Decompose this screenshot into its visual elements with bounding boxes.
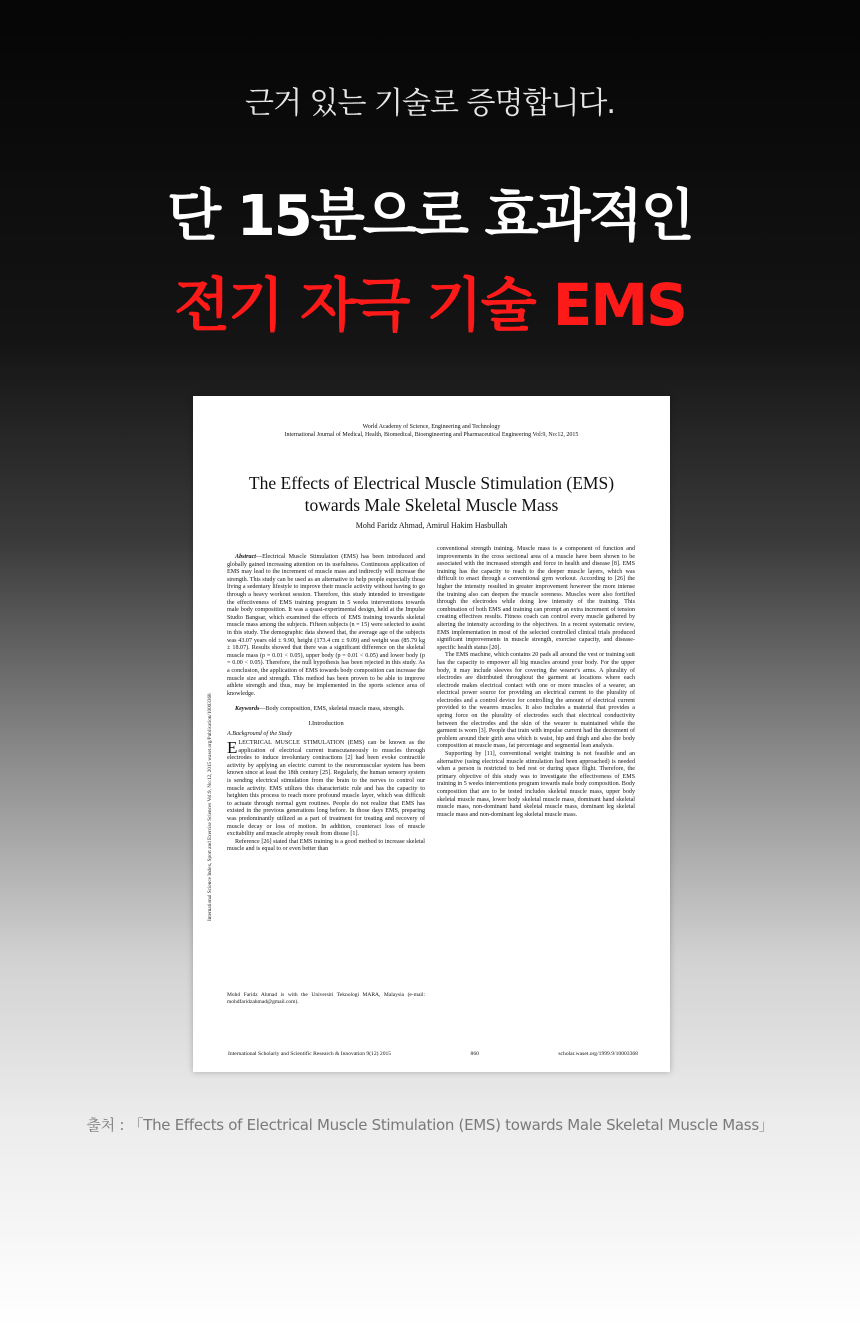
paper-footnote: Mohd Faridz Ahmad is with the Universiti Teknologi MARA, Malaysia (e-mail: mohdfaridzahmad@gmail.com).: [227, 992, 425, 1005]
source-caption: 출처 : 「The Effects of Electrical Muscle Stimulation (EMS) towards Male Skeletal Muscle Mass」: [86, 1116, 774, 1134]
right-paragraph-3: Supporting by [11], conventional weight training is not feasible and an alternative (using electrical muscle stimulation had been approached) is needed when a person is restricted to bed rest or during space flight. Therefore, the primary objective of this study was to investigate the effectiveness of EMS training in 5 weeks interventions program towards male body composition. Body composition that are to be tested includes skeletal muscle mass, upper body skeletal muscle mass, lower body skeletal muscle mass, dominant hand skeletal muscle mass, non-dominant hand skeletal muscle mass, dominant leg skeletal muscle mass and non-dominant leg skeletal muscle mass.: [437, 751, 635, 818]
keywords-paragraph: [227, 706, 425, 714]
intro-paragraph-2: Reference [26] stated that EMS training is a good method to increase skeletal muscle and is equal to or even better than: [227, 838, 425, 853]
abstract-text: —Electrical Muscle Stimulation (EMS) has been introduced and globally gained increasing attention on its usefulness. Continuous application of EMS may lead to the increment of muscle mass and indirectly will increase the strength. This study can be used as an alternative to help people especially those living a sedentary lifestyle to improve their muscle activity without having to go through a heavy workout session. Therefore, this study intended to investigate the effectiveness of EMS training program in 5 weeks interventions towards male body composition. It was a quasi-experimental design, held at the Impulse Studio Bangsar, which examined the effects of EMS training towards skeletal muscle mass among the subjects. Fifteen subjects (n = 15) were selected to assist in this study. The demographic data showed that, the average age of the subjects was 43.07 years old ± 9.90, height (173.4 cm ± 9.09) and weight was (85.79 kg ± 18.07). Results showed that there was a significant difference on the skeletal muscle mass (p = 0.01 < 0.05), upper body (p = 0.01 < 0.05) and lower body (p = 0.00 < 0.05). Therefore, the null hypothesis has been rejected in this study. As a conclusion, the application of EMS towards body composition can increase the muscle size and strength. This method has been proven to be able to improve athlete strength and thus, may be implemented in the sports science area of knowledge.: [227, 554, 425, 697]
kicker-text: 근거 있는 기술로 증명합니다.: [245, 86, 615, 121]
journal-header: [193, 423, 670, 439]
paper-title: [213, 472, 650, 516]
dropcap-letter: E: [227, 738, 238, 758]
paper-right-column: [437, 546, 635, 819]
paper-authors: Mohd Faridz Ahmad, Amirul Hakim Hasbullah: [355, 521, 508, 530]
keywords-text: —Body composition, EMS, skeletal muscle mass, strength.: [259, 706, 405, 713]
paper-footer: [228, 1051, 638, 1057]
abstract-paragraph: [227, 554, 425, 698]
paper-title-line1: The Effects of Electrical Muscle Stimulation (EMS): [248, 473, 615, 493]
subsection-title: A.Background of the Study: [227, 731, 293, 738]
right-paragraph-1: conventional strength training. Muscle mass is a component of function and improvements in the cross sectional area of a muscle have been shown to be associated with the increased strength and force in health and disease [8]. EMS training has the capacity to reach to the deeper muscle layers, which was difficult to enact through a conventional gym workout. According to [26] the higher the intensity resulted in greater improvement however the more intense the training also can deepen the muscle soreness. Muscles were also fortified through the electrodes while doing low intensity of the training. This combination of both EMS and training can prompt an extra increment of tension creating effectives results. Fitness coach can control every muscle gathered by altering the intensity according to the objectives. In a recent systematic review, EMS implementation in most of the selected controlled clinical trials produced significant improvements in muscle strength, exercise capacity, and disease-specific health status [20].: [437, 546, 635, 651]
section-title: I.Introduction: [308, 719, 344, 727]
paper-title-line2: towards Male Skeletal Muscle Mass: [304, 495, 559, 515]
headline-line1: 단 15분으로 효과적인: [167, 184, 693, 249]
intro-paragraph-1: [227, 740, 425, 839]
paper-image: [193, 396, 670, 1072]
right-paragraph-2: The EMS machine, which contains 20 pads all around the vest or training suit has the capacity to empower all big muscles around your body. For the upper body, it may include sleeves for covering the wearer's arms. A plurality of electrodes are distributed throughout the garment at locations where each electrode makes electrical contact with one or more muscles of a wearer, an electrical power source for providing an electrical current to the plurality of electrodes and a control device for controlling the amount of electrical current provided to the wearers muscles. It also includes a material that provides a spring force on the plurality of electrodes such that electrical conductivity between the electrodes and the skin of the wearer is maintained while the garment is worn [3]. People that train with impulse current had the decrement of problem around their girth area which is waist, hip and thigh and also the body composition at muscle mass, fat percentage and segmental lean analysis.: [437, 652, 635, 750]
footer-right: scholar.waset.org/1999.9/10003368: [558, 1051, 638, 1057]
keywords-label: Keywords: [235, 706, 260, 713]
journal-line1: World Academy of Science, Engineering and Technology: [362, 424, 501, 430]
footer-left: International Scholarly and Scientific Research & Innovation 9(12) 2015: [228, 1051, 392, 1057]
intro-p1-text: LECTRICAL MUSCLE STIMULATION (EMS) can be known as the application of electrical current transcutaneously to muscles through electrodes to induce involuntary contractions [2] had been evoke contractile activity by applying an electric current to the neuromuscular system has been known since at least the 18th century [25]. Regularly, the human sensory system is sending electrical stimulation from the brain to the nerves to control our muscle activity. EMS utilizes this characteristic rule and has the capacity to heighten this process to reach more profound muscle layer, which was difficult to actuate through normal gym routines. People do not realize that EMS has existed in the previous generations long before. In those days EMS, preparing was predominantly utilized as a part of treatment for treating and recovery of muscle decay or loss of motion. In addition, counteract loss of muscle excitability and muscle atrophy result from disuse [1].: [227, 740, 425, 838]
footer-page-number: 860: [470, 1051, 479, 1057]
paper-left-column: [227, 554, 425, 854]
journal-line2: International Journal of Medical, Health, Biomedical, Bioengineering and Pharmaceutical Engineering Vol:9, No:12, 2015: [284, 432, 579, 438]
abstract-label: Abstract: [235, 554, 256, 560]
headline-line2: 전기 자극 기술 EMS: [174, 271, 686, 339]
paper-sidebar-text: International Science Index, Sport and Exercise Sciences Vol:9, No:12, 2015 waset.org/Publication/10003368: [207, 693, 213, 921]
